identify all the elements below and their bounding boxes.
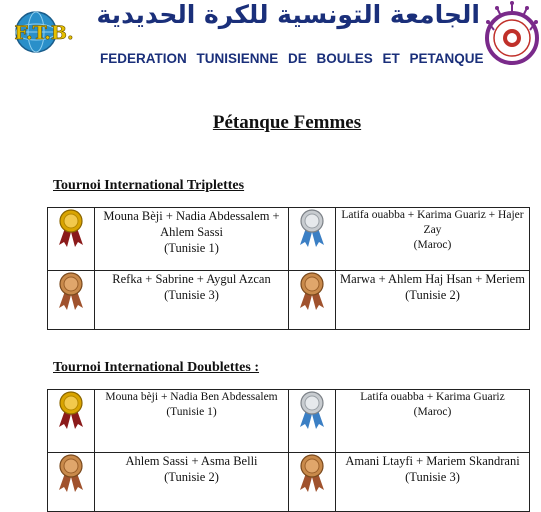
team-country: (Tunisie 2): [164, 470, 219, 484]
silver-medal-icon: [297, 390, 327, 430]
federation-emblem: [484, 0, 540, 66]
header: [0, 0, 541, 72]
team-country: (Tunisie 1): [164, 241, 219, 255]
team-country: (Tunisie 3): [164, 288, 219, 302]
team-country: (Tunisie 1): [166, 406, 217, 418]
table-row: [48, 453, 530, 512]
team-cell: [336, 453, 530, 512]
team-cell: [95, 271, 289, 330]
table-row: [48, 390, 530, 453]
team-names: Ahlem Sassi + Asma Belli: [125, 454, 258, 468]
team-names: Latifa ouabba + Karima Guariz: [360, 391, 505, 403]
ftb-logo: [2, 10, 86, 56]
team-cell: [336, 271, 530, 330]
medal-cell: [289, 271, 336, 330]
bronze-medal-icon: [297, 271, 327, 311]
medal-cell: [289, 453, 336, 512]
section-title-doublettes: Tournoi International Doublettes :: [53, 360, 260, 375]
team-names: Amani Ltayfi + Mariem Skandrani: [345, 454, 520, 468]
team-cell: [336, 208, 530, 271]
medal-cell: [289, 390, 336, 453]
team-country: (Tunisie 2): [405, 288, 460, 302]
team-country: (Maroc): [413, 406, 452, 418]
medal-cell: [48, 208, 95, 271]
results-table-triplettes: [47, 207, 530, 330]
bronze-medal-icon: [297, 453, 327, 493]
table-row: [48, 271, 530, 330]
team-names: Latifa ouabba + Karima Guariz + Hajer Zay: [341, 209, 524, 236]
team-names: Refka + Sabrine + Aygul Azcan: [112, 272, 271, 286]
page-title: Pétanque Femmes: [212, 112, 362, 133]
bronze-medal-icon: [56, 271, 86, 311]
medal-cell: [48, 390, 95, 453]
medal-cell: [289, 208, 336, 271]
results-table-doublettes: [47, 389, 530, 512]
medal-cell: [48, 453, 95, 512]
team-cell: [95, 208, 289, 271]
table-row: [48, 208, 530, 271]
medal-cell: [48, 271, 95, 330]
gold-medal-icon: [56, 208, 86, 248]
section-title-triplettes: Tournoi International Triplettes: [53, 178, 245, 193]
team-cell: [95, 453, 289, 512]
bronze-medal-icon: [56, 453, 86, 493]
team-names: Mouna Bèji + Nadia Abdessalem + Ahlem Sassi: [103, 209, 280, 239]
team-cell: [336, 390, 530, 453]
silver-medal-icon: [297, 208, 327, 248]
team-names: Marwa + Ahlem Haj Hsan + Meriem: [340, 272, 525, 286]
arabic-federation-title: الجامعة التونسية للكرة الحديدية: [96, 0, 480, 29]
gold-medal-icon: [56, 390, 86, 430]
team-country: (Maroc): [413, 239, 452, 251]
team-names: Mouna bèji + Nadia Ben Abdessalem: [105, 391, 278, 403]
ftb-logo-text: F.T.B.: [14, 22, 74, 44]
team-country: (Tunisie 3): [405, 470, 460, 484]
french-federation-title: FEDERATION TUNISIENNE DE BOULES ET PETANQUE: [100, 51, 484, 66]
team-cell: [95, 390, 289, 453]
